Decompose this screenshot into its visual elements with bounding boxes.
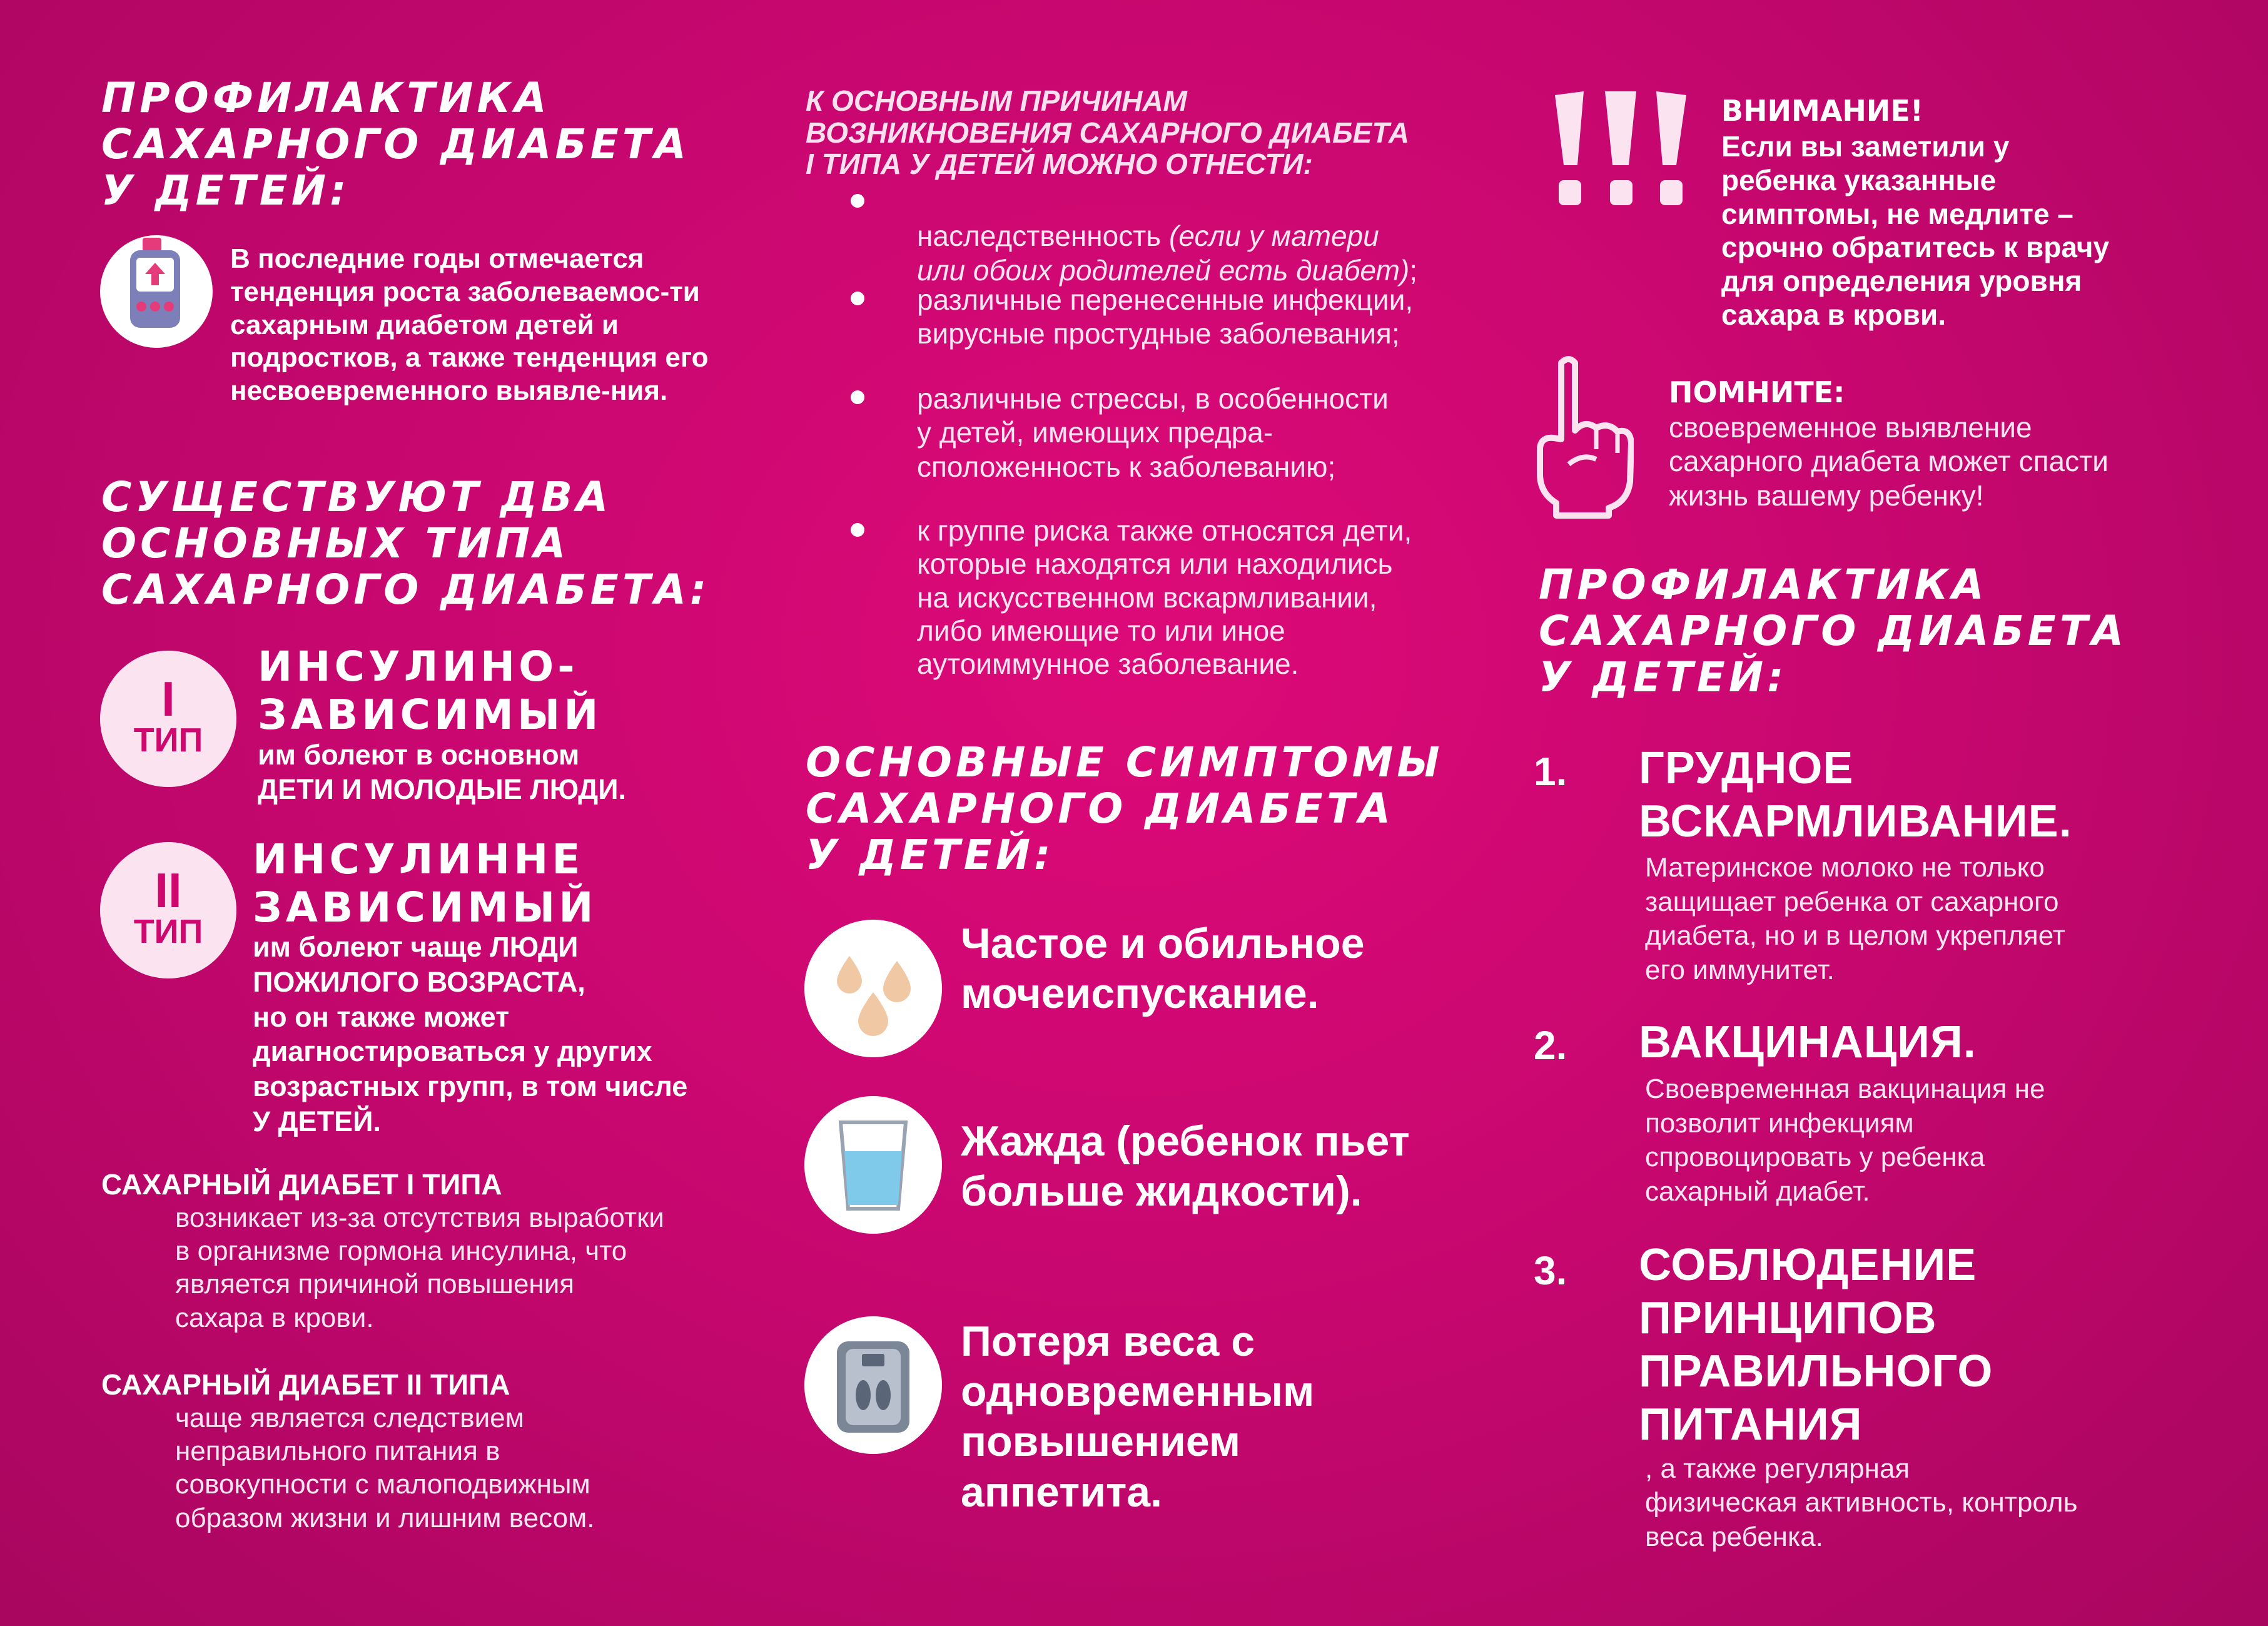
type1-def-title: САХАРНЫЙ ДИАБЕТ I ТИПА (101, 1168, 502, 1201)
type1-title: ИНСУЛИНО- ЗАВИСИМЫЙ (258, 643, 602, 739)
type2-badge (100, 842, 236, 978)
symptom-text: Частое и обильное мочеиспускание. (961, 920, 1365, 1018)
type1-def-text: возникает из-за отсутствия выработки в организме гормона инсулина, что является причиной повышения сахара в крови. (175, 1202, 664, 1333)
remember-title: ПОМНИТЕ: (1669, 375, 1845, 409)
item-text (1645, 1418, 2208, 1554)
cause-text: наследственность (917, 220, 1170, 253)
causes-list (851, 185, 1514, 686)
water-glass-icon (804, 1096, 942, 1234)
type1-label: ТИП (133, 721, 203, 759)
attention-title: ВНИМАНИЕ! (1721, 94, 1923, 128)
symptom-text: Потеря веса с одновременным повышением аппетита. (961, 1318, 1315, 1516)
cause-item: различные стрессы, в особенности у детей, имеющих предра- сположенность к заболеванию; (917, 382, 1389, 483)
cause-italic: (если у матери или обоих родителей есть диабет) (917, 220, 1410, 287)
cause-item: различные перенесенные инфекции, вирусные простудные заболевания; (917, 283, 1414, 350)
bullet-dot (851, 523, 864, 537)
symptoms-heading: ОСНОВНЫЕ СИМПТОМЫ САХАРНОГО ДИАБЕТА У ДЕТЕЙ: (806, 738, 1444, 879)
types-heading: СУЩЕСТВУЮТ ДВА ОСНОВНЫХ ТИПА САХАРНОГО ДИАБЕТА: (101, 473, 711, 614)
type2-num: II (154, 863, 182, 918)
symptom-text: Жажда (ребенок пьет больше жидкости). (961, 1117, 1410, 1216)
type2-def-title: САХАРНЫЙ ДИАБЕТ II ТИПА (101, 1368, 510, 1401)
item-number: 2. (1534, 1023, 1567, 1068)
cause-item: к группе риска также относятся дети, которые находятся или находились на искусственном вскармливании, либо имеющие то или иное аутоиммунное заболевание. (917, 514, 1412, 681)
bullet-dot (851, 194, 864, 208)
prevention-heading: ПРОФИЛАКТИКА САХАРНОГО ДИАБЕТА У ДЕТЕЙ: (101, 74, 690, 215)
scales-icon (804, 1316, 942, 1454)
intro-text: В последние годы отмечается тенденция роста заболеваемос-ти сахарным диабетом детей и подростков, а также тенденция его несвоевременного выявле-ния. (230, 243, 709, 407)
type2-title: ИНСУЛИННЕ ЗАВИСИМЫЙ (253, 835, 597, 932)
type1-num: I (161, 671, 175, 726)
item-text: Материнское молоко не только защищает ребенка от сахарного диабета, но и в целом укрепляет его иммунитет. (1645, 852, 2065, 985)
item-text: Своевременная вакцинация не позволит инфекциям спровоцировать у ребенка сахарный диабет. (1645, 1074, 2045, 1207)
type2-text: им болеют чаще ЛЮДИ ПОЖИЛОГО ВОЗРАСТА, но он также может диагностироваться у других возрастных групп, в том числе У ДЕТЕЙ. (253, 931, 688, 1137)
raised-finger-icon (1534, 354, 1634, 519)
causes-heading: К ОСНОВНЫМ ПРИЧИНАМ ВОЗНИКНОВЕНИЯ САХАРНОГО ДИАБЕТА I ТИПА У ДЕТЕЙ МОЖНО ОТНЕСТИ: (806, 84, 1409, 181)
type2-def-text: чаще является следствием неправильного питания в совокупности с малоподвижным образом жизни и лишним весом. (175, 1403, 595, 1533)
attention-text: Если вы заметили у ребенка указанные симптомы, не медлите – срочно обратитесь к врачу для определения уровня сахара в крови. (1721, 130, 2110, 332)
item-number: 3. (1534, 1248, 1567, 1293)
drops-icon (804, 920, 942, 1057)
type1-badge (100, 651, 236, 787)
bullet-dot (851, 292, 864, 305)
item-title: ГРУДНОЕ ВСКАРМЛИВАНИЕ. (1639, 743, 2072, 846)
remember-text: своевременное выявление сахарного диабета может спасти жизнь вашему ребенку! (1669, 411, 2109, 512)
bullet-dot (851, 390, 864, 404)
item-tail-text: , а также регулярная физическая активность, контроль веса ребенка. (1645, 1453, 2078, 1552)
cause-item (917, 185, 1417, 287)
item-title: ВАКЦИНАЦИЯ. (1639, 1017, 1977, 1067)
prevention-heading-2: ПРОФИЛАКТИКА САХАРНОГО ДИАБЕТА У ДЕТЕЙ: (1539, 561, 2127, 701)
exclamation-icon (1551, 88, 1690, 213)
item-number: 1. (1534, 749, 1567, 794)
cause-tail: ; (1409, 253, 1418, 287)
glucometer-icon (100, 235, 213, 348)
item-title: СОБЛЮДЕНИЕ ПРИНЦИПОВ ПРАВИЛЬНОГО ПИТАНИЯ (1639, 1240, 1993, 1450)
type1-text: им болеют в основном ДЕТИ И МОЛОДЫЕ ЛЮДИ. (258, 739, 626, 805)
type2-label: ТИП (133, 913, 203, 950)
